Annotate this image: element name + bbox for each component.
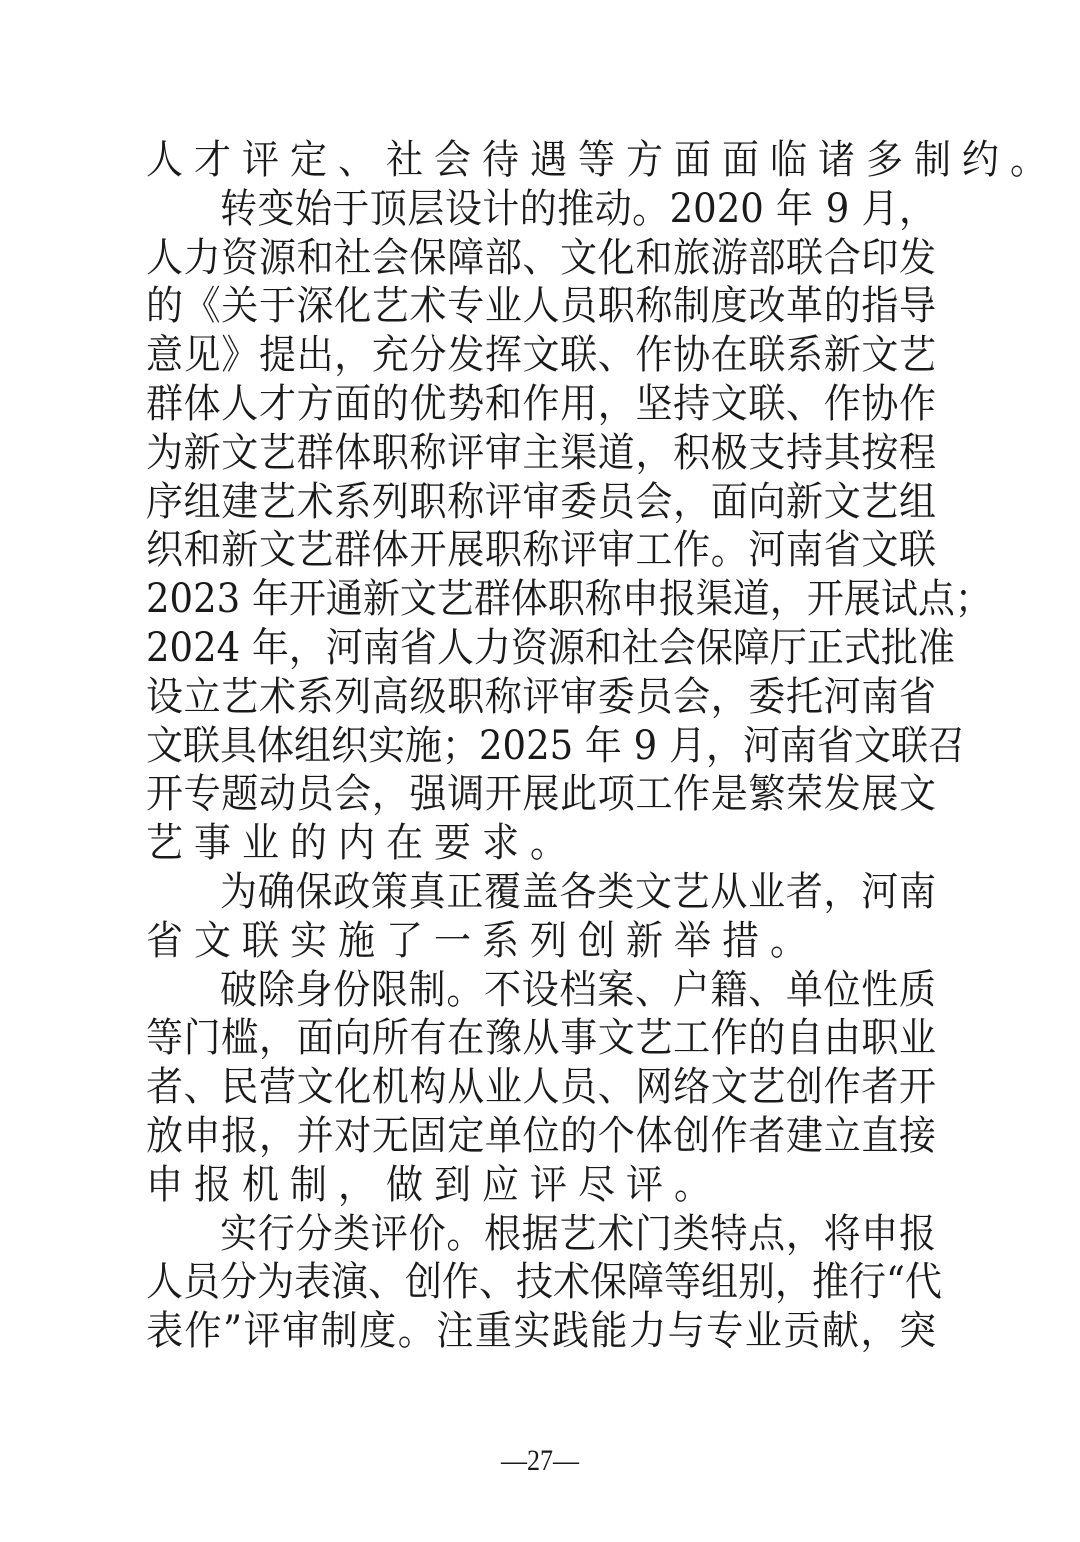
text-line: 的《关于深化艺术专业人员职称制度改革的指导 <box>146 282 936 330</box>
text-line: 破除身份限制。不设档案、户籍、单位性质 <box>220 965 936 1013</box>
text-line: 开专题动员会，强调开展此项工作是繁荣发展文 <box>146 770 936 818</box>
text-line: 人员分为表演、创作、技术保障等组别，推行“代 <box>146 1258 942 1305</box>
text-line: 申报机制，做到应评尽评。 <box>146 1160 722 1208</box>
paragraph-remove-identity-limits <box>146 966 936 1210</box>
text-line: 为新文艺群体职称评审主渠道，积极支持其按程 <box>146 428 936 476</box>
text-line: 序组建艺术系列职称评审委员会，面向新文艺组 <box>146 477 936 525</box>
text-line: 意见》提出，充分发挥文联、作协在联系新文艺 <box>146 331 936 378</box>
text-line: 2024 年，河南省人力资源和社会保障厅正式批准 <box>146 624 955 671</box>
text-line: 人力资源和社会保障部、文化和旅游部联合印发 <box>146 233 936 281</box>
text-line: 群体人才方面的优势和作用，坚持文联、作协作 <box>146 380 936 427</box>
text-line: 2023 年开通新文艺群体职称申报渠道，开展试点； <box>146 575 992 622</box>
text-line: 艺事业的内在要求。 <box>146 819 578 866</box>
text-line: 人才评定、社会待遇等方面面临诸多制约。 <box>146 136 1058 183</box>
text-line: 文联具体组织实施；2025 年 9 月，河南省文联召 <box>146 721 965 769</box>
text-line: 省文联实施了一系列创新举措。 <box>146 916 818 964</box>
paragraph-innovation-intro <box>146 868 936 966</box>
text-line: 等门槛，面向所有在豫从事文艺工作的自由职业 <box>146 1014 936 1061</box>
text-line: 者、民营文化机构从业人员、网络文艺创作者开 <box>146 1063 936 1110</box>
text-line: 织和新文艺群体开展职称评审工作。河南省文联 <box>146 526 936 574</box>
text-line: 实行分类评价。根据艺术门类特点，将申报 <box>220 1209 936 1257</box>
paragraph-classified-evaluation <box>146 1209 942 1356</box>
text-line: 设立艺术系列高级职称评审委员会，委托河南省 <box>146 672 936 720</box>
paragraph-continuation <box>146 136 1058 185</box>
text-line: 表作”评审制度。注重实践能力与专业贡献，突 <box>146 1307 936 1354</box>
body-text <box>146 136 1058 1356</box>
text-line: 为确保政策真正覆盖各类文艺从业者，河南 <box>220 868 936 915</box>
text-line: 放申报，并对无固定单位的个体创作者建立直接 <box>146 1112 936 1159</box>
text-line: 转变始于顶层设计的推动。2020 年 9 月， <box>220 185 936 232</box>
paragraph-policy-background <box>146 185 992 868</box>
page-number: —27— <box>501 1443 579 1478</box>
